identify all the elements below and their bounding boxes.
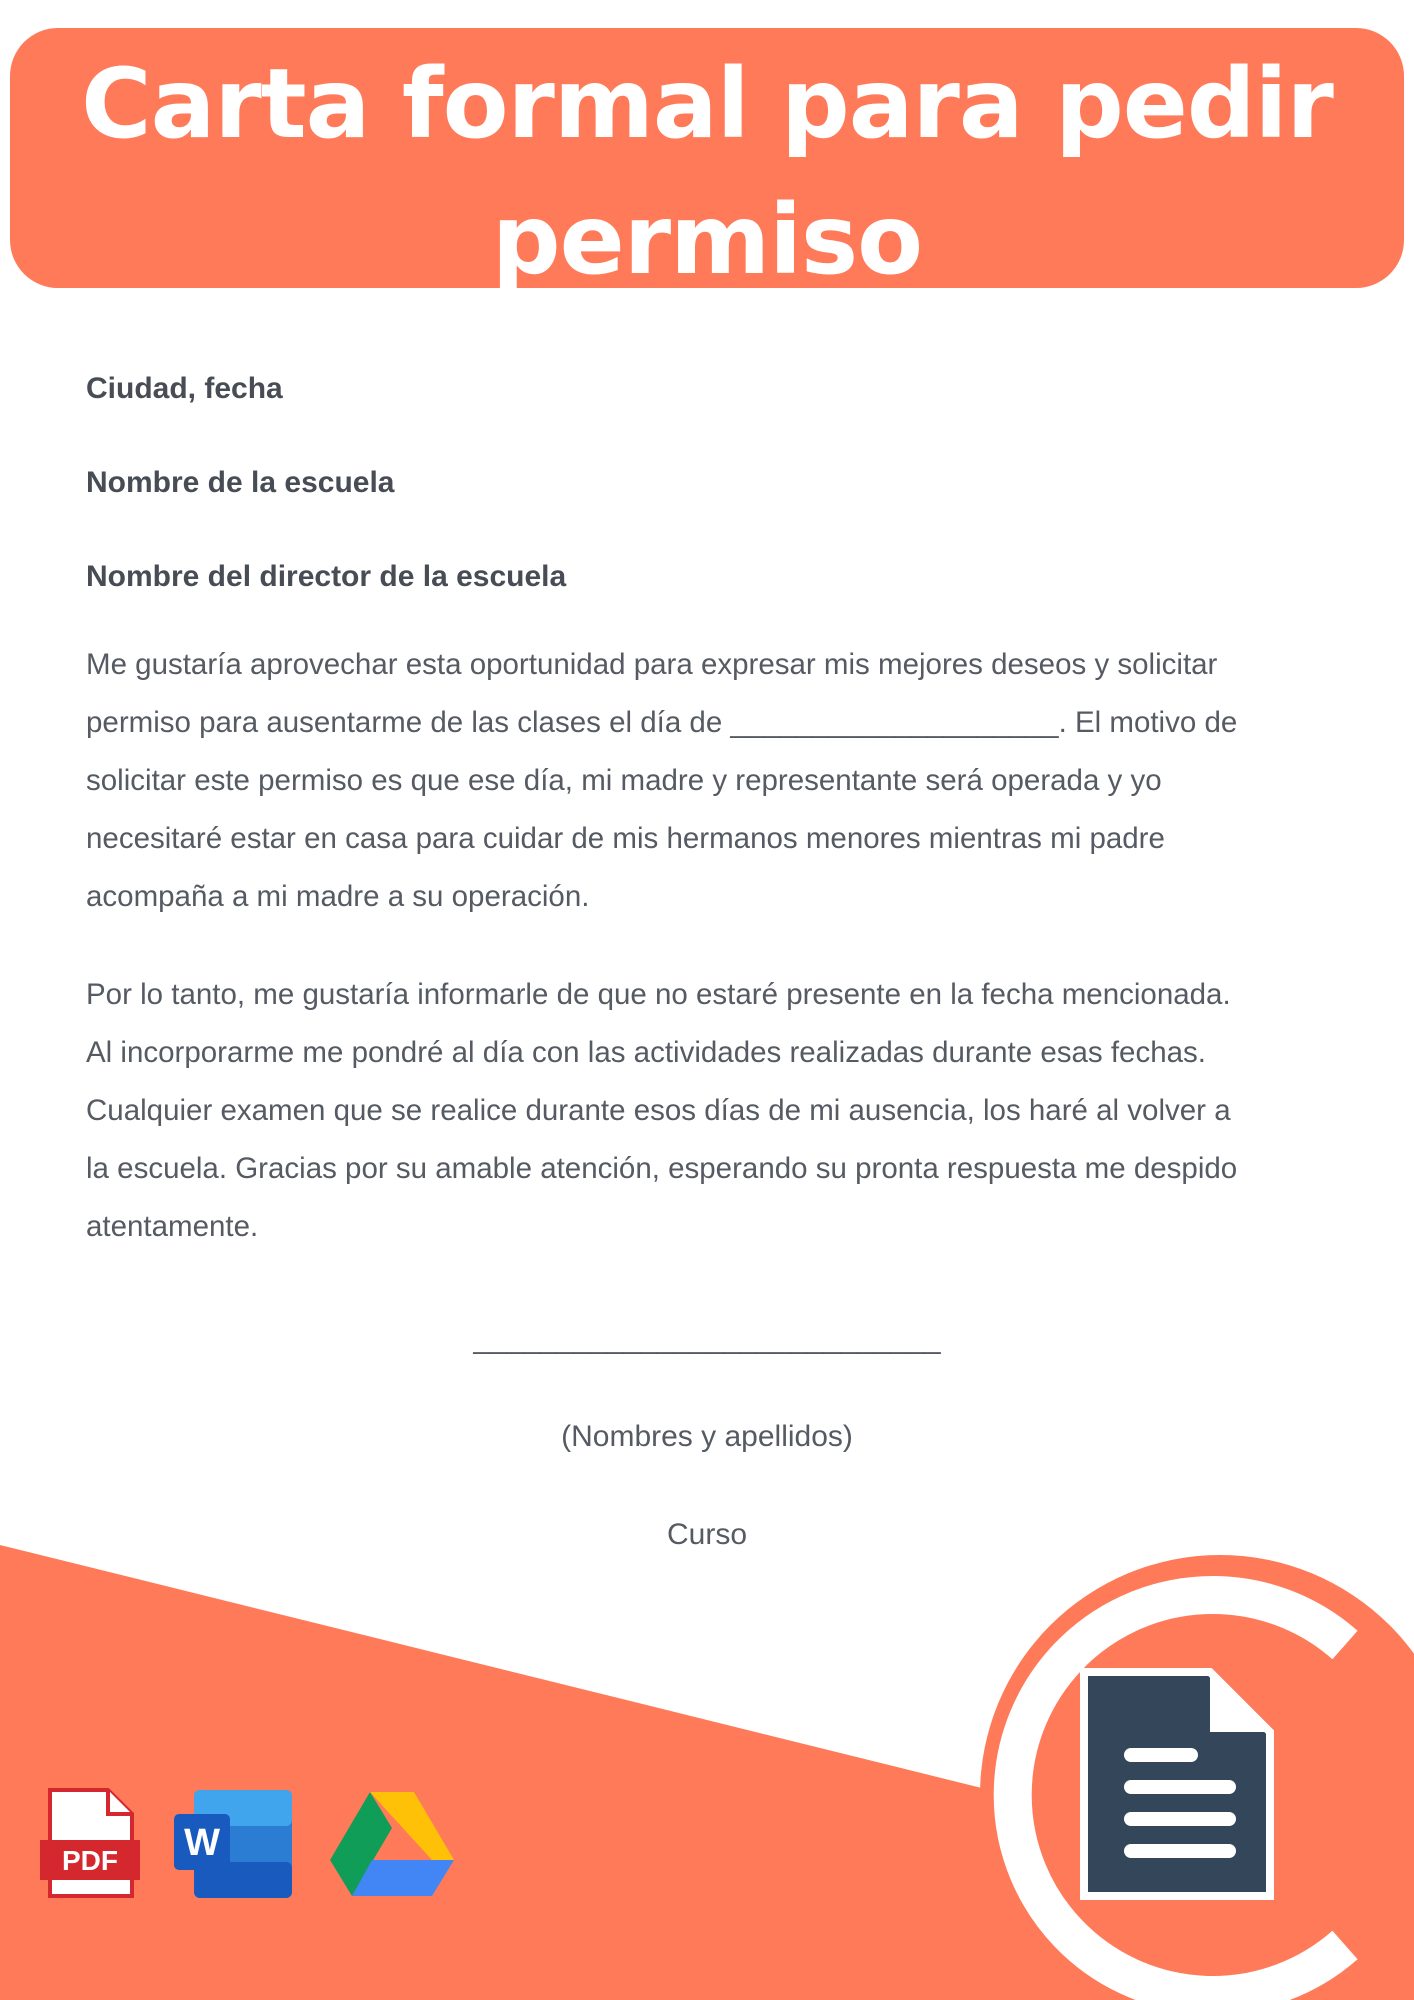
paragraph-line: atentamente. bbox=[86, 1210, 259, 1243]
paragraph-line: Me gustaría aprovechar esta oportunidad para expresar mis mejores deseos y solicitar bbox=[86, 648, 1218, 681]
paragraph-line: necesitaré estar en casa para cuidar de mis hermanos menores mientras mi padre bbox=[86, 822, 1165, 855]
word-icon bbox=[172, 1788, 298, 1900]
google-drive-icon bbox=[328, 1788, 456, 1900]
paragraph-line: solicitar este permiso es que ese día, mi madre y representante será operada y yo bbox=[86, 764, 1162, 797]
page-title-line1: Carta formal para pedir bbox=[81, 48, 1333, 160]
school-name: Nombre de la escuela bbox=[86, 466, 395, 499]
signature-line: ____________________________ bbox=[473, 1322, 941, 1355]
title-banner bbox=[10, 28, 1404, 296]
signature-names: (Nombres y apellidos) bbox=[561, 1420, 853, 1453]
signature-course: Curso bbox=[666, 1518, 748, 1551]
paragraph-line: la escuela. Gracias por su amable atención, esperando su pronta respuesta me despido bbox=[86, 1152, 1238, 1185]
document-logo-icon bbox=[1080, 1668, 1274, 1900]
paragraph-line: Al incorporarme me pondré al día con las actividades realizadas durante esas fechas. bbox=[86, 1036, 1206, 1069]
letter-body bbox=[86, 360, 1326, 1256]
word-icon-label: W bbox=[184, 1822, 220, 1864]
paragraph-line: Cualquier examen que se realice durante esos días de mi ausencia, los haré al volver a bbox=[86, 1094, 1231, 1127]
city-date: Ciudad, fecha bbox=[86, 372, 283, 405]
director-name: Nombre del director de la escuela bbox=[86, 560, 567, 593]
paragraph-line: Por lo tanto, me gustaría informarle de que no estaré presente en la fecha mencionada. bbox=[86, 978, 1231, 1011]
paragraph-line: permiso para ausentarme de las clases el día de ____________________. El motivo de bbox=[86, 706, 1238, 739]
paragraph-2 bbox=[86, 966, 1326, 1256]
pdf-icon bbox=[38, 1788, 142, 1900]
pdf-icon-label: PDF bbox=[62, 1845, 118, 1876]
page-title-line2: permiso bbox=[491, 184, 923, 296]
paragraph-line: acompaña a mi madre a su operación. bbox=[86, 880, 590, 913]
paragraph-1 bbox=[86, 636, 1326, 926]
